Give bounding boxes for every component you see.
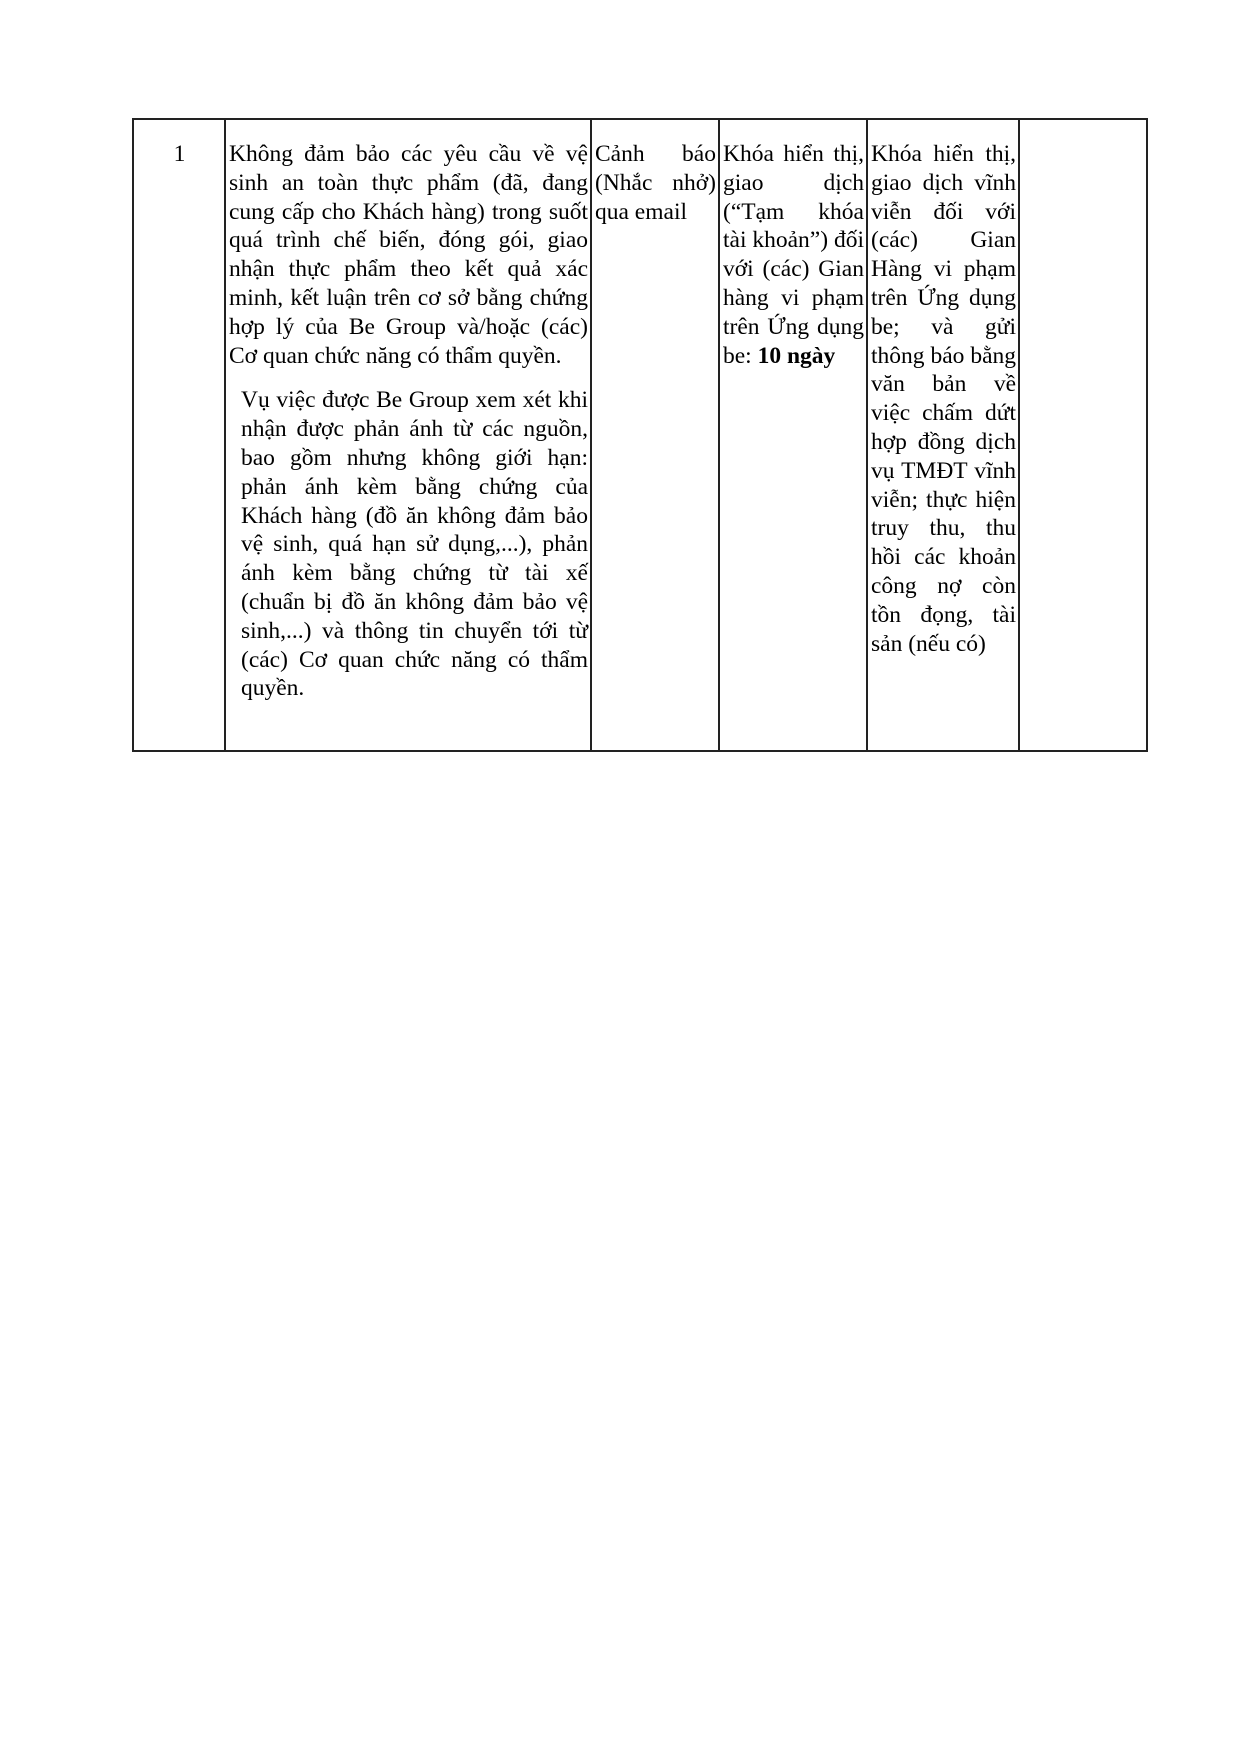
row-number: 1 <box>173 141 186 167</box>
second-violation-duration: 10 ngày <box>757 342 836 369</box>
third-violation-penalty: Khóa hiển thị, giao dịch vĩnh viễn đối với (các) Gian Hàng vi phạm trên Ứng dụng be; và gửi thông báo bằng văn bản về việc chấm dứt hợp đồng dịch vụ TMĐT vĩnh viễn; thực hiện truy thu, thu hồi các khoản công nợ còn tồn đọng, tài sản (nếu có) <box>871 141 1016 657</box>
violation-description-note: Vụ việc được Be Group xem xét khi nhận được phản ánh từ các nguồn, bao gồm nhưng không giới hạn: phản ánh kèm bằng chứng của Khách hàng (đồ ăn không đảm bảo vệ sinh, quá hạn sử dụng,...), phản ánh kèm bằng chứng từ tài xế (chuẩn bị đồ ăn không đảm bảo vệ sinh,...) và thông tin chuyển tới từ (các) Cơ quan chức năng có thẩm quyền. <box>241 387 588 702</box>
notes-cell <box>1019 119 1147 751</box>
first-violation-penalty: Cảnh báo (Nhắc nhở) qua email <box>595 141 716 225</box>
violation-description: Không đảm bảo các yêu cầu về vệ sinh an toàn thực phẩm (đã, đang cung cấp cho Khách hàng) trong suốt quá trình chế biến, đóng gói, giao nhận thực phẩm theo kết quả xác minh, kết luận trên cơ sở bằng chứng hợp lý của Be Group và/hoặc (các) Cơ quan chức năng có thẩm quyền. <box>229 141 588 369</box>
row-number-cell <box>133 119 225 751</box>
first-violation-cell <box>591 119 719 751</box>
second-violation-cell <box>719 119 867 751</box>
violation-penalty-table <box>132 118 1148 752</box>
second-violation-penalty: Khóa hiển thị, giao dịch (“Tạm khóa tài khoản”) đối với (các) Gian hàng vi phạm trên Ứng dụng be: <box>723 141 864 369</box>
violation-description-cell <box>225 119 591 751</box>
third-violation-cell <box>867 119 1019 751</box>
table-row <box>133 119 1147 751</box>
